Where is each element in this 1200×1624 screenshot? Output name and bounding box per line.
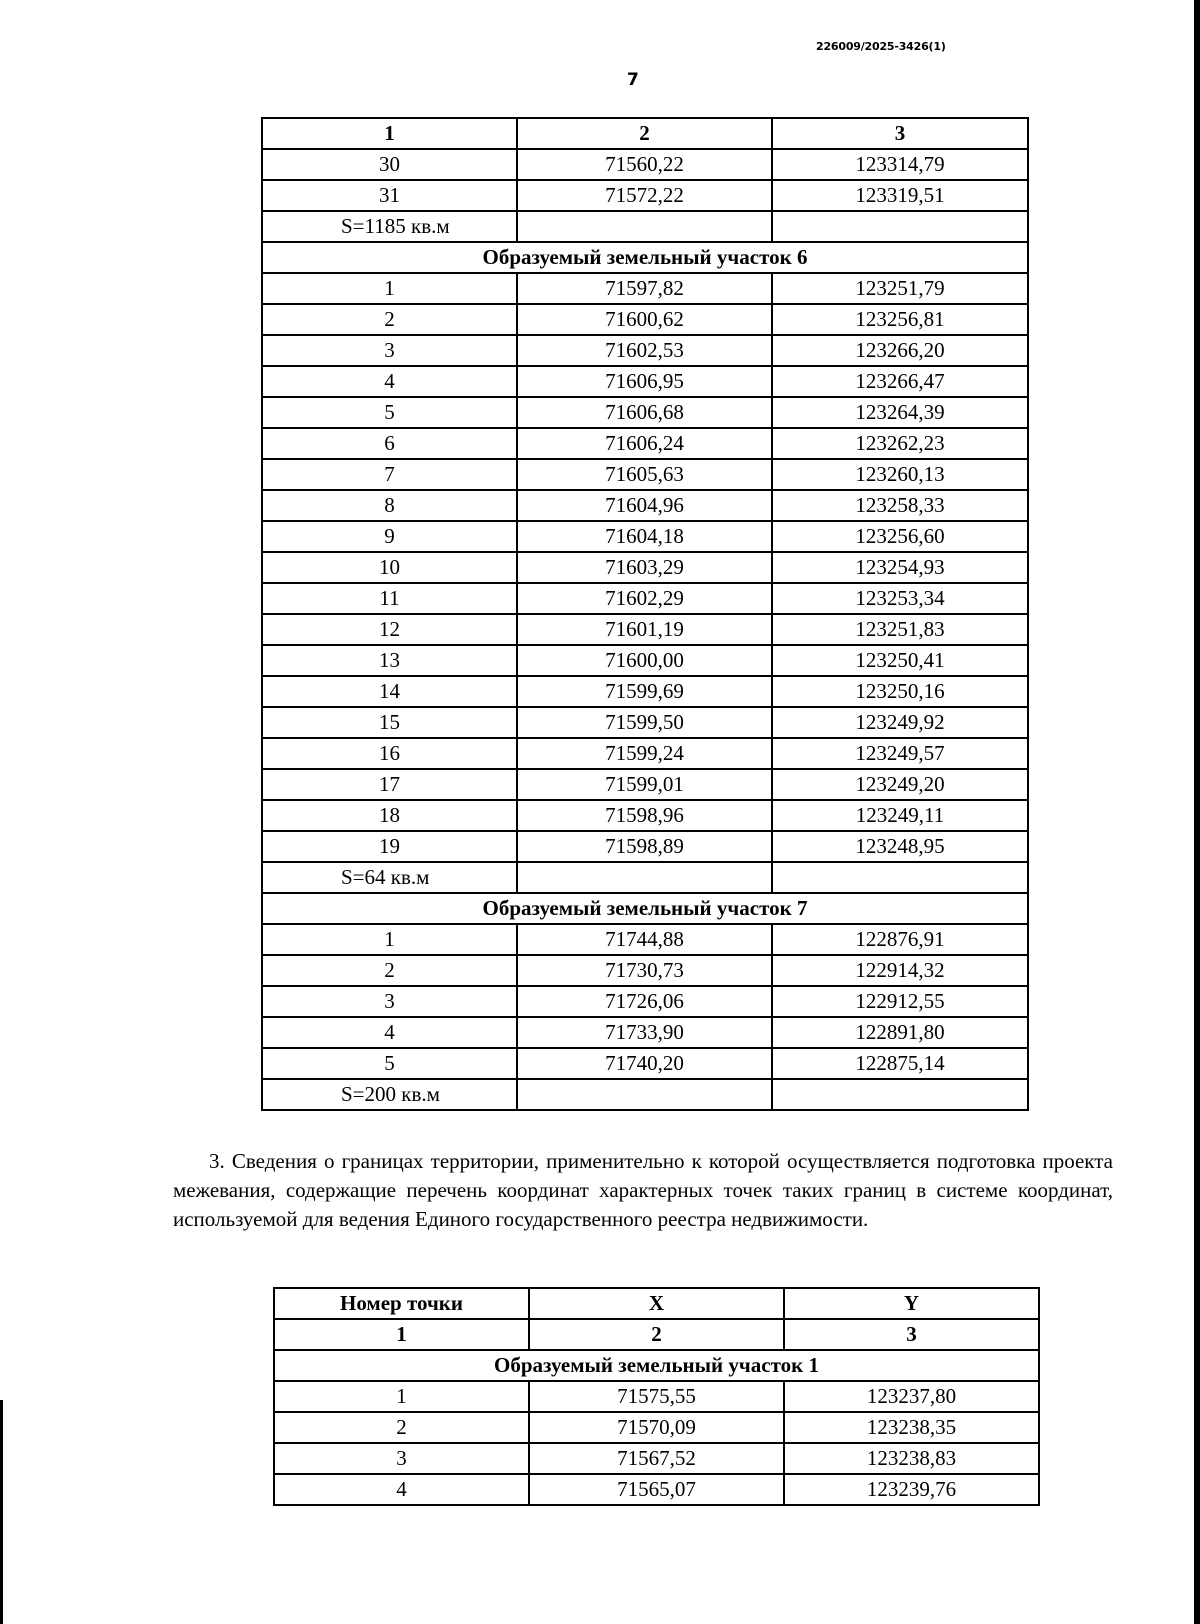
section-title: Образуемый земельный участок 1 [274,1350,1039,1381]
section-title-row [274,1350,1039,1381]
x-coordinate: 71744,88 [517,924,772,955]
y-coordinate: 123319,51 [772,180,1028,211]
x-coordinate: 71606,68 [517,397,772,428]
point-number: 4 [262,1017,517,1048]
table-row [262,583,1028,614]
column-number-row [262,118,1028,149]
table-row [262,831,1028,862]
x-coordinate: 71598,89 [517,831,772,862]
point-number: 17 [262,769,517,800]
y-coordinate: 123266,20 [772,335,1028,366]
boundary-coordinates-table [273,1287,1040,1506]
point-number: 18 [262,800,517,831]
point-number: 4 [274,1474,529,1505]
y-coordinate: 123253,34 [772,583,1028,614]
empty-cell [772,862,1028,893]
x-coordinate: 71733,90 [517,1017,772,1048]
column-number: 1 [274,1319,529,1350]
table-row [262,521,1028,552]
table-row [262,273,1028,304]
table-row [262,800,1028,831]
x-coordinate: 71603,29 [517,552,772,583]
y-coordinate: 122876,91 [772,924,1028,955]
section-3-paragraph: 3. Сведения о границах территории, применительно к которой осуществляется подготовка проекта межевания, содержащие перечень координат характерных точек таких границ в системе координат, используемой для ведения Единого государственного реестра недвижимости. [173,1149,1113,1231]
y-coordinate: 123258,33 [772,490,1028,521]
point-number: 3 [274,1443,529,1474]
area-row [262,1079,1028,1110]
point-number: 19 [262,831,517,862]
page-number: 7 [627,70,639,90]
y-coordinate: 122914,32 [772,955,1028,986]
y-coordinate: 123250,16 [772,676,1028,707]
y-coordinate: 123256,60 [772,521,1028,552]
point-number: 16 [262,738,517,769]
x-coordinate: 71599,50 [517,707,772,738]
table-row [262,924,1028,955]
point-number: 2 [262,304,517,335]
area-value: S=64 кв.м [262,862,517,893]
x-coordinate: 71602,53 [517,335,772,366]
area-row [262,862,1028,893]
x-coordinate: 71726,06 [517,986,772,1017]
table-row [262,459,1028,490]
column-number: 3 [772,118,1028,149]
table-row [262,955,1028,986]
empty-cell [517,1079,772,1110]
document-number: 226009/2025-3426(1) [816,40,946,53]
section-title: Образуемый земельный участок 7 [262,893,1028,924]
x-coordinate: 71575,55 [529,1381,784,1412]
y-coordinate: 122891,80 [772,1017,1028,1048]
point-number: 9 [262,521,517,552]
x-coordinate: 71599,24 [517,738,772,769]
point-number: 10 [262,552,517,583]
table-row [262,1017,1028,1048]
column-number: 1 [262,118,517,149]
table-row [262,304,1028,335]
section-title: Образуемый земельный участок 6 [262,242,1028,273]
table-row [262,707,1028,738]
x-coordinate: 71565,07 [529,1474,784,1505]
empty-cell [772,211,1028,242]
table-row [262,397,1028,428]
x-coordinate: 71740,20 [517,1048,772,1079]
x-coordinate: 71602,29 [517,583,772,614]
scan-edge-left [0,1400,3,1624]
table-row [262,180,1028,211]
table-row [274,1474,1039,1505]
point-number: 31 [262,180,517,211]
x-coordinate: 71572,22 [517,180,772,211]
y-coordinate: 123238,35 [784,1412,1039,1443]
x-coordinate: 71606,95 [517,366,772,397]
section-title-row [262,242,1028,273]
y-coordinate: 123254,93 [772,552,1028,583]
table-row [262,335,1028,366]
y-coordinate: 123238,83 [784,1443,1039,1474]
x-coordinate: 71599,01 [517,769,772,800]
y-coordinate: 123239,76 [784,1474,1039,1505]
y-coordinate: 123256,81 [772,304,1028,335]
point-number: 12 [262,614,517,645]
point-number: 5 [262,1048,517,1079]
column-number: 2 [517,118,772,149]
header-point-number: Номер точки [274,1288,529,1319]
y-coordinate: 123264,39 [772,397,1028,428]
y-coordinate: 122912,55 [772,986,1028,1017]
point-number: 3 [262,986,517,1017]
point-number: 8 [262,490,517,521]
point-number: 13 [262,645,517,676]
area-value: S=200 кв.м [262,1079,517,1110]
table-row [262,614,1028,645]
y-coordinate: 123266,47 [772,366,1028,397]
table-row [274,1443,1039,1474]
point-number: 1 [274,1381,529,1412]
x-coordinate: 71570,09 [529,1412,784,1443]
x-coordinate: 71600,62 [517,304,772,335]
column-number-row [274,1319,1039,1350]
y-coordinate: 123249,11 [772,800,1028,831]
table-row [262,1048,1028,1079]
y-coordinate: 123262,23 [772,428,1028,459]
y-coordinate: 123314,79 [772,149,1028,180]
x-coordinate: 71599,69 [517,676,772,707]
x-coordinate: 71604,18 [517,521,772,552]
point-number: 4 [262,366,517,397]
table-row [262,490,1028,521]
table-row [262,986,1028,1017]
y-coordinate: 123248,95 [772,831,1028,862]
point-number: 7 [262,459,517,490]
y-coordinate: 123249,92 [772,707,1028,738]
point-number: 2 [274,1412,529,1443]
x-coordinate: 71730,73 [517,955,772,986]
section-title-row [262,893,1028,924]
table-row [262,676,1028,707]
y-coordinate: 123260,13 [772,459,1028,490]
empty-cell [517,862,772,893]
table-row [262,769,1028,800]
x-coordinate: 71605,63 [517,459,772,490]
x-coordinate: 71604,96 [517,490,772,521]
point-number: 30 [262,149,517,180]
coordinates-table-continued [261,117,1029,1111]
point-number: 11 [262,583,517,614]
table-row [262,366,1028,397]
y-coordinate: 122875,14 [772,1048,1028,1079]
point-number: 14 [262,676,517,707]
table-row [262,428,1028,459]
x-coordinate: 71567,52 [529,1443,784,1474]
x-coordinate: 71606,24 [517,428,772,459]
header-row [274,1288,1039,1319]
empty-cell [517,211,772,242]
table-row [274,1381,1039,1412]
y-coordinate: 123250,41 [772,645,1028,676]
y-coordinate: 123251,83 [772,614,1028,645]
point-number: 1 [262,273,517,304]
column-number: 2 [529,1319,784,1350]
point-number: 3 [262,335,517,366]
x-coordinate: 71597,82 [517,273,772,304]
y-coordinate: 123251,79 [772,273,1028,304]
table-row [274,1412,1039,1443]
table-row [262,552,1028,583]
x-coordinate: 71598,96 [517,800,772,831]
y-coordinate: 123249,20 [772,769,1028,800]
point-number: 1 [262,924,517,955]
header-x: X [529,1288,784,1319]
point-number: 6 [262,428,517,459]
x-coordinate: 71560,22 [517,149,772,180]
header-y: Y [784,1288,1039,1319]
point-number: 15 [262,707,517,738]
area-value: S=1185 кв.м [262,211,517,242]
y-coordinate: 123249,57 [772,738,1028,769]
empty-cell [772,1079,1028,1110]
x-coordinate: 71601,19 [517,614,772,645]
y-coordinate: 123237,80 [784,1381,1039,1412]
table-row [262,149,1028,180]
scan-edge-right [1194,0,1200,1624]
x-coordinate: 71600,00 [517,645,772,676]
table-row [262,645,1028,676]
point-number: 5 [262,397,517,428]
area-row [262,211,1028,242]
column-number: 3 [784,1319,1039,1350]
table-row [262,738,1028,769]
point-number: 2 [262,955,517,986]
